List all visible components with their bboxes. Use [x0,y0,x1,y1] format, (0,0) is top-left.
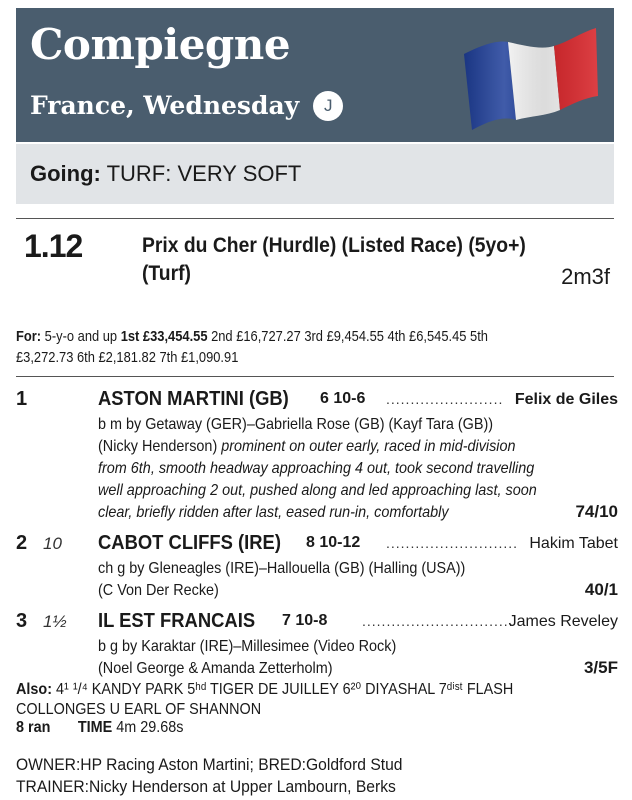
venue-title: Compiegne [30,20,291,69]
runner-details [98,558,620,602]
race-title-line2: (Turf) [142,262,191,285]
race-comment: well approaching 2 out, pushed along and led approaching last, soon [98,482,537,499]
breeding: ch g by Gleneagles (IRE)–Hallouella (GB) (Halling (USA)) [98,560,466,577]
race-title-line1: Prix du Cher (Hurdle) (Listed Race) (5yo+) [142,234,526,257]
race-comment: from 6th, smooth headway approaching 4 out, took second travelling [98,460,535,477]
starting-price: 40/1 [584,580,618,599]
horse-name: ASTON MARTINI (GB) [98,388,289,410]
age-weight: 8 10-12 [306,534,361,551]
jockey-name: Felix de Giles [514,391,618,408]
going-value: TURF: VERY SOFT [106,161,302,186]
divider [16,376,614,377]
trainer-line: TRAINER:Nicky Henderson at Upper Lambourn, Berks [16,777,396,796]
also-ran-line2: COLLONGES U EARL OF SHANNON [16,701,262,718]
time-label: TIME [77,719,113,736]
runner-details [98,636,620,680]
meeting-day: France, Wednesday [30,91,300,120]
race-meta [16,719,183,737]
venue-subtitle [30,90,343,122]
prize-first: 1st £33,454.55 [120,328,208,345]
race-title [142,232,574,288]
breeding: b g by Karaktar (IRE)–Millesimee (Video Rock) [98,638,397,655]
finish-position: 1 [16,388,28,410]
winning-time: 4m 29.68s [116,719,184,736]
going-label: Going: [30,161,101,186]
horse-name: IL EST FRANCAIS [98,610,256,632]
trainer: (Noel George & Amanda Zetterholm) [98,660,333,677]
starting-price: 74/10 [575,502,618,521]
jockey-name: Hakim Tabet [529,535,618,552]
going-bar [16,144,614,204]
horse-name: CABOT CLIFFS (IRE) [98,532,281,554]
age-weight: 6 10-6 [320,390,366,407]
starting-price: 3/5F [583,658,618,677]
prizes-other: 2nd £16,727.27 3rd £9,454.55 4th £6,545.45 5th [211,328,488,345]
also-ran [16,680,632,720]
j-badge-icon: J [313,91,343,121]
age-weight: 7 10-8 [282,612,328,629]
breeding: b m by Getaway (GER)–Gabriella Rose (GB) (Kayf Tara (GB)) [98,416,494,433]
finish-position: 3 [16,610,28,632]
finish-position: 2 [16,532,28,554]
prizes-for-label: For: [16,328,42,345]
prizes-eligibility: 5-y-o and up [44,328,118,345]
trainer: (C Von Der Recke) [98,582,219,599]
prize-money [16,326,618,368]
owner-trainer-info [16,754,403,798]
prizes-line2: £3,272.73 6th £2,181.82 7th £1,090.91 [16,349,239,366]
race-comment: prominent on outer early, raced in mid-division [221,438,516,455]
race-time: 1.12 [24,228,83,264]
runner-details [98,414,620,524]
runners-count: 8 ran [16,719,51,736]
trainer: (Nicky Henderson) [98,438,218,455]
leader-dots: ............................... [362,613,514,629]
owner-line: OWNER:HP Racing Aston Martini; BRED:Goldford Stud [16,755,403,774]
leader-dots: ........................ [386,391,504,407]
race-distance: 2m3f [561,264,610,289]
also-ran-line1: 4¹ ¹/⁴ KANDY PARK 5ʰᵈ TIGER DE JUILLEY 6²⁰ DIYASHAL 7ᵈⁱˢᵗ FLASH [56,681,514,698]
leader-dots: ........................... [386,535,519,551]
venue-header [16,8,614,142]
beaten-margin: 1½ [43,612,67,631]
france-flag-icon [446,24,606,134]
divider [16,218,614,219]
jockey-name: James Reveley [508,613,618,630]
beaten-margin: 10 [43,534,62,553]
also-label: Also: [16,681,52,698]
race-comment: clear, briefly ridden after last, eased run-in, comfortably [98,504,449,521]
